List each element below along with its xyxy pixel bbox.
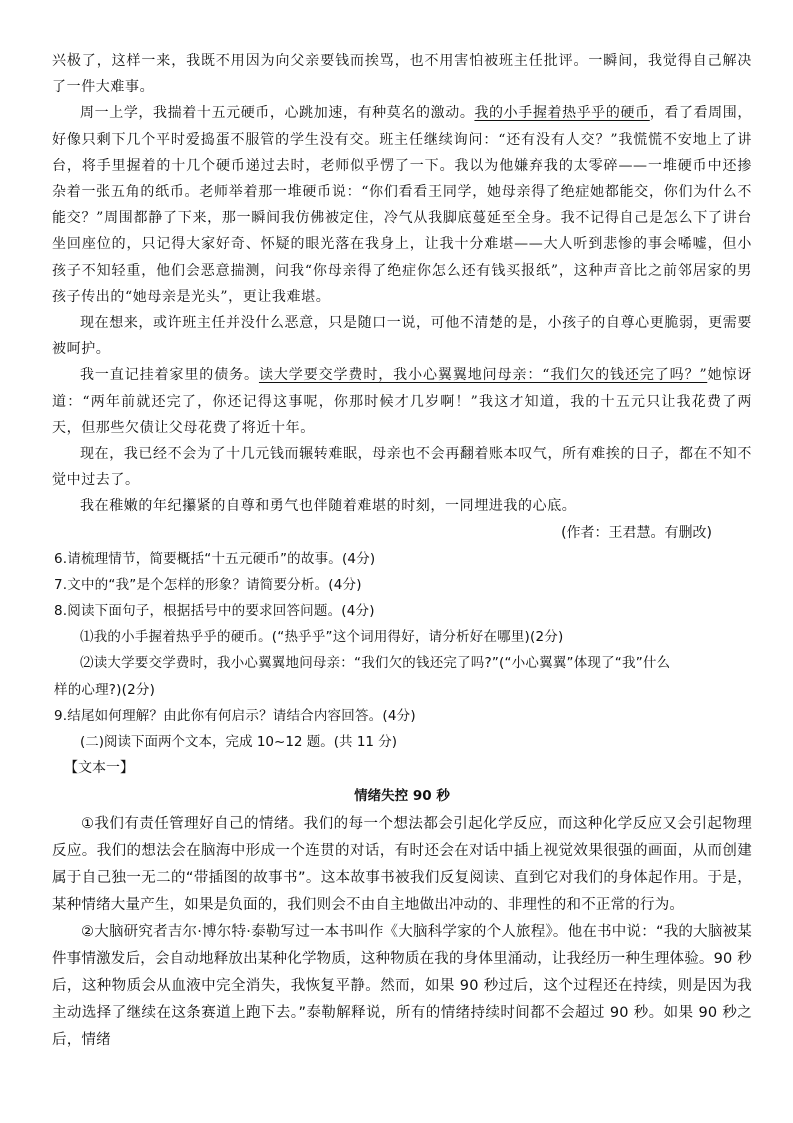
question-6: 6.请梳理情节，简要概括“十五元硬币”的故事。(4分): [54, 550, 376, 567]
text-span: 周一上学，我揣着十五元硬币，心跳加速，有种莫名的激动。: [80, 105, 475, 122]
section-heading: (二)阅读下面两个文本，完成 10~12 题。(共 11 分): [80, 734, 398, 751]
story-paragraph: 我在稚嫩的年纪攥紧的自尊和勇气也伴随着难堪的时刻，一同埋进我的心底。: [80, 498, 577, 515]
story-paragraph: 兴极了，这样一来，我既不用因为向父亲要钱而挨骂，也不用害怕被班主任批评。一瞬间，我觉得自己解决了一件大难事。: [52, 53, 752, 96]
article-title: 情绪失控 90 秒: [354, 788, 450, 805]
article-paragraph: ②大脑研究者吉尔·博尔特·泰勒写过一本书叫作《大脑科学家的个人旅程》。他在书中说：“我的大脑被某件事情激发后，会自动地释放出某种化学物质，这种物质在我的身体里涌动，让我经历一种生理体验。90 秒后，这种物质会从血液中完全消失，我恢复平静。然而，如果 90 秒过后，这个过程还在持续，则是因为我主动选择了继续在这条赛道上跑下去。”泰勒解释说，所有的情绪持续时间都不会超过 90 秒。如果 90 秒之后，情绪: [52, 924, 752, 1049]
author-credit: (作者：王君慧。有删改): [561, 524, 712, 541]
text-span: 我一直记挂着家里的债务。: [80, 367, 259, 384]
story-paragraph: [52, 362, 752, 441]
question-7: 7.文中的“我”是个怎样的形象？请简要分析。(4分): [54, 576, 362, 593]
question-8-1: ⑴我的小手握着热乎乎的硬币。(“热乎乎”这个词用得好，请分析好在哪里)(2分): [80, 629, 564, 646]
question-9: 9.结尾如何理解？由此你有何启示？请结合内容回答。(4分): [54, 707, 416, 724]
story-paragraph: 现在，我已经不会为了十几元钱而辗转难眠，母亲也不会再翻着账本叹气，所有难挨的日子，都在不知不觉中过去了。: [52, 446, 752, 489]
question-list: [52, 546, 752, 729]
underlined-sentence: 读大学要交学费时，我小心翼翼地问母亲：“我们欠的钱还完了吗？”: [258, 367, 708, 384]
article-body: [52, 811, 752, 1054]
question-8-2: ⑵读大学要交学费时，我小心翼翼地问母亲：“我们欠的钱还完了吗?”(“小心翼翼”体现了“我”什么: [80, 655, 671, 672]
question-8: 8.阅读下面句子，根据括号中的要求回答问题。(4分): [54, 603, 375, 620]
story-paragraph: 现在想来，或许班主任并没什么恶意，只是随口一说，可他不清楚的是，小孩子的自尊心更脆弱，更需要被呵护。: [52, 315, 752, 358]
text-label: 【文本一】: [64, 760, 134, 777]
question-8-2-continued: 样的心理?)(2分): [54, 681, 156, 698]
document-page: [52, 48, 752, 1054]
story-paragraph: [52, 100, 752, 310]
text-span: 她惊讶道：“两年前就还完了，你还记得这事呢，你那时候才几岁啊！”我这才知道，我的十五元只让我花费了两天，但那些欠债让父母花费了将近十年。: [52, 367, 752, 436]
underlined-sentence: 我的小手握着热乎乎的硬币: [474, 105, 650, 122]
text-span: ，看了看周围，好像只剩下几个平时爱捣蛋不服管的学生没有交。班主任继续询问：“还有没有人交？”我慌慌不安地上了讲台，将手里握着的十几个硬币递过去时，老师似乎愣了一下。我以为他嫌弃我的太零碎——一堆硬币中还掺杂着一张五角的纸币。老师举着那一堆硬币说：“你们看看王同学，她母亲得了绝症她都能交，你们为什么不能交？”周围都静了下来，那一瞬间我仿佛被定住，冷气从我脚底蔓延至全身。我不记得自己是怎么下了讲台坐回座位的，只记得大家好奇、怀疑的眼光落在我身上，让我十分难堪——大人听到悲惨的事会唏嘘，但小孩子不知轻重，他们会恶意揣测，问我“你母亲得了绝症你怎么还有钱买报纸”，这种声音比之前邻居家的男孩子传出的“她母亲是光头”，更让我难堪。: [52, 105, 753, 305]
story-excerpt: [52, 48, 752, 546]
article-paragraph: ①我们有责任管理好自己的情绪。我们的每一个想法都会引起化学反应，而这种化学反应又会引起物理反应。我们的想法会在脑海中形成一个连贯的对话，有时还会在对话中插上视觉效果很强的画面，从而创建属于自己独一无二的“带插图的故事书”。这本故事书被我们反复阅读、直到它对我们的身体起作用。于是，某种情绪大量产生，如果是负面的，我们则会不由自主地做出冲动的、非理性的和不正常的行为。: [52, 816, 752, 914]
